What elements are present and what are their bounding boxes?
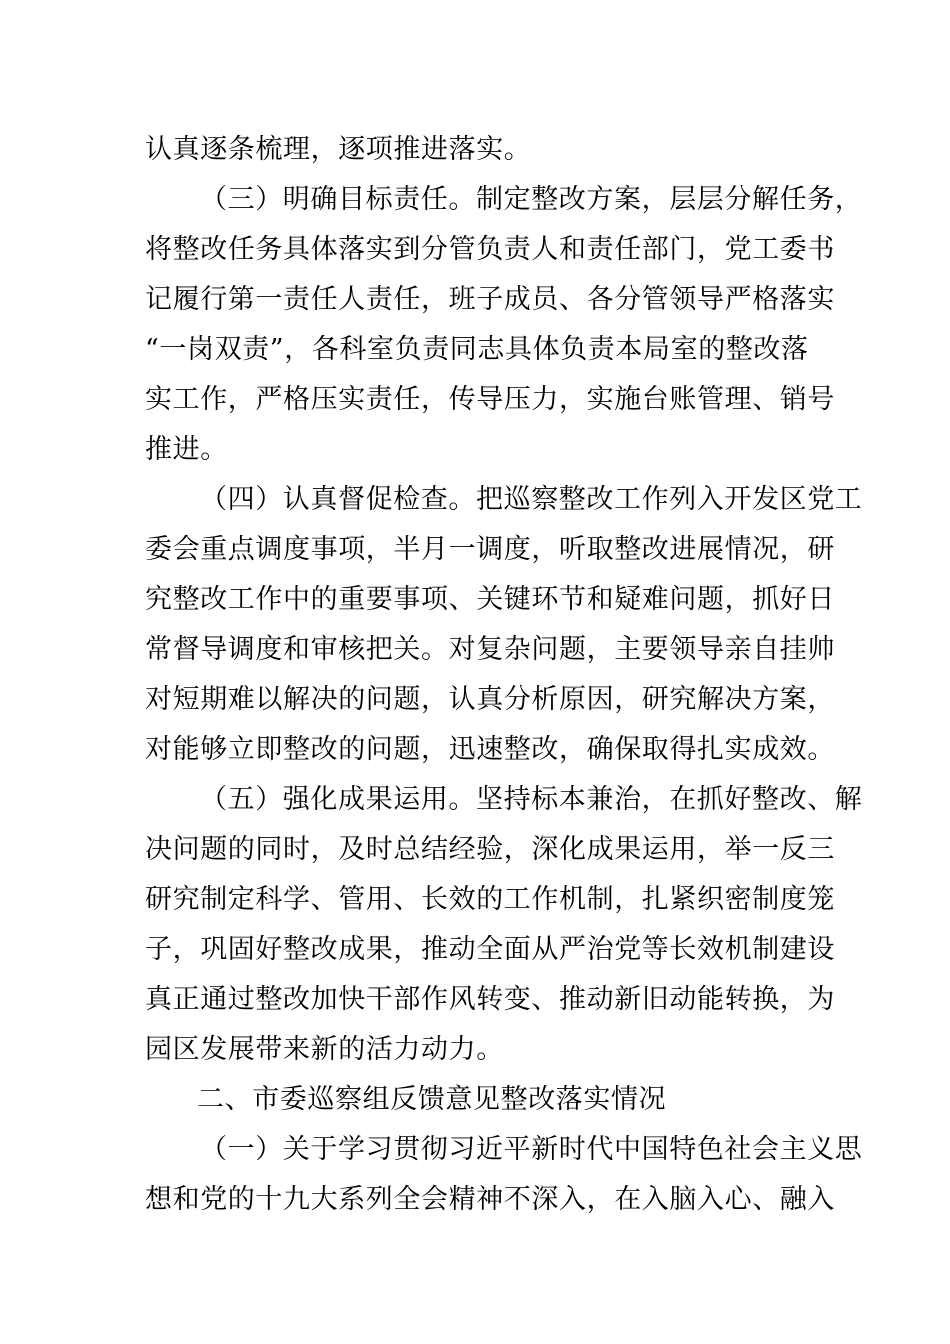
text-line: 真正通过整改加快干部作风转变、推动新旧动能转换，为 xyxy=(145,984,835,1015)
text-line: 想和党的十九大系列全会精神不深入，在入脑入心、融入 xyxy=(145,1184,835,1215)
text-line: 认真逐条梳理，逐项推进落实。 xyxy=(145,134,532,165)
paragraph-start-line: （一）关于学习贯彻习近平新时代中国特色社会主义思 xyxy=(200,1134,863,1165)
section-heading: 二、市委巡察组反馈意见整改落实情况 xyxy=(197,1084,667,1115)
text-line: 委会重点调度事项，半月一调度，听取整改进展情况，研 xyxy=(145,534,835,565)
text-line: 推进。 xyxy=(145,434,228,465)
text-line: “一岗双责”，各科室负责同志具体负责本局室的整改落 xyxy=(145,334,809,365)
text-line: 园区发展带来新的活力动力。 xyxy=(145,1034,504,1065)
text-line: 记履行第一责任人责任，班子成员、各分管领导严格落实 xyxy=(145,284,835,315)
paragraph-start-line: （四）认真督促检查。把巡察整改工作列入开发区党工 xyxy=(200,484,863,515)
text-line: 实工作，严格压实责任，传导压力，实施台账管理、销号 xyxy=(145,384,835,415)
text-line: 将整改任务具体落实到分管负责人和责任部门，党工委书 xyxy=(145,234,835,265)
text-line: 子，巩固好整改成果，推动全面从严治党等长效机制建设 xyxy=(145,934,835,965)
text-line: 研究制定科学、管用、长效的工作机制，扎紧织密制度笼 xyxy=(145,884,835,915)
text-line: 究整改工作中的重要事项、关键环节和疑难问题，抓好日 xyxy=(145,584,835,615)
paragraph-start-line: （五）强化成果运用。坚持标本兼治，在抓好整改、解 xyxy=(200,784,863,815)
text-line: 对能够立即整改的问题，迅速整改，确保取得扎实成效。 xyxy=(145,734,835,765)
text-line: 对短期难以解决的问题，认真分析原因，研究解决方案， xyxy=(145,684,835,715)
paragraph-start-line: （三）明确目标责任。制定整改方案，层层分解任务， xyxy=(200,184,863,215)
text-line: 决问题的同时，及时总结经验，深化成果运用，举一反三 xyxy=(145,834,835,865)
text-line: 常督导调度和审核把关。对复杂问题，主要领导亲自挂帅 xyxy=(145,634,835,665)
